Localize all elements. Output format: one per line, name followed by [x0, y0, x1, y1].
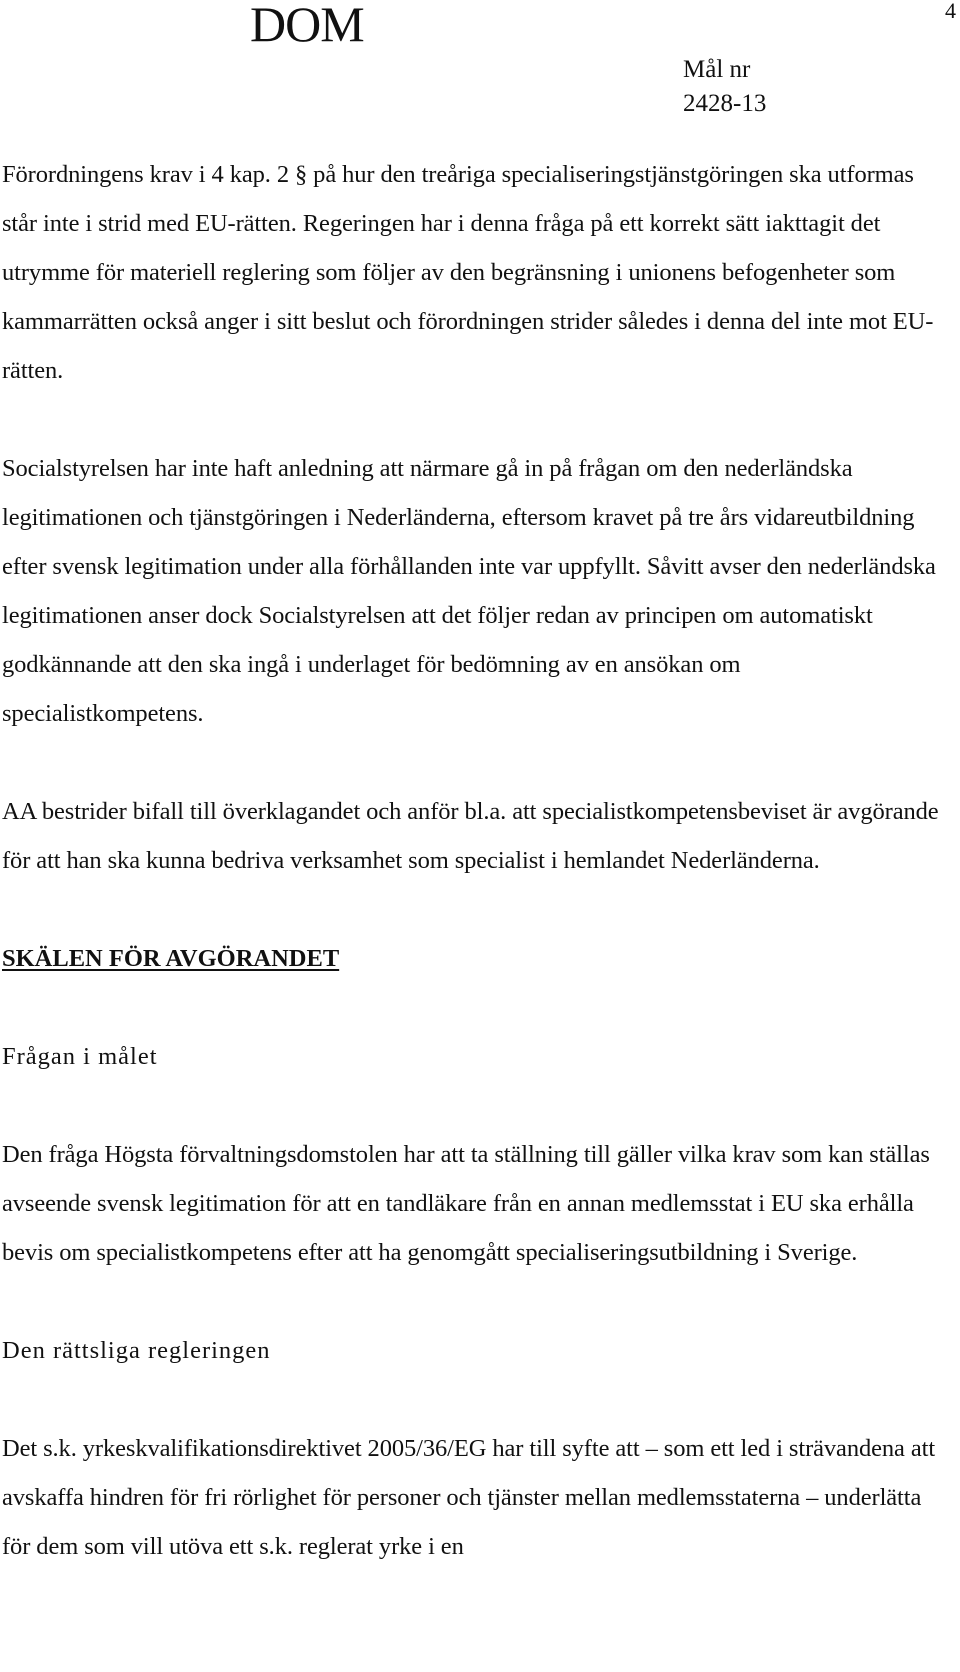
paragraph-spacer [2, 1081, 942, 1130]
subheading-question: Frågan i målet [2, 1043, 158, 1070]
paragraph-spacer [2, 1375, 942, 1424]
paragraph-spacer [2, 1277, 942, 1326]
paragraph-socialstyrelsen-position: Socialstyrelsen har inte haft anledning att närmare gå in på frågan om den nederländska legitimationen och tjänstgöringen i Nederländerna, eftersom kravet på tre års vidareutbildning efter svensk legitimation under alla förhållanden inte var uppfyllt. Såvitt avser den nederländska legitimationen anser dock Socialstyrelsen att det följer redan av principen om automatiskt godkännande att den ska ingå i underlaget för bedömning av en ansökan om specialistkompetens. [2, 455, 936, 727]
case-number-label: Mål nr [683, 56, 751, 83]
paragraph-eu-law-conclusion: Förordningens krav i 4 kap. 2 § på hur den treåriga specialiseringstjänstgöringen ska utformas står inte i strid med EU-rätten. Regeringen har i denna fråga på ett korrekt sätt iakttagit det utrymme för materiell reglering som följer av den begränsning i unionens befogenheter som kammarrätten också anger i sitt beslut och förordningen strider således i denna del inte mot EU-rätten. [2, 161, 934, 384]
paragraph-spacer [2, 738, 942, 787]
document-type-title: DOM [250, 0, 364, 52]
page-header [0, 0, 960, 130]
paragraph-directive: Det s.k. yrkeskvalifikationsdirektivet 2005/36/EG har till syfte att – som ett led i strävandena att avskaffa hindren för fri rörlighet för personer och tjänster mellan medlemsstaterna – underlätta för dem som vill utöva ett s.k. reglerat yrke i en [2, 1435, 936, 1560]
document-body [2, 150, 942, 1571]
paragraph-spacer [2, 983, 942, 1032]
case-number: 2428-13 [683, 90, 767, 117]
paragraph-spacer [2, 885, 942, 934]
paragraph-spacer [2, 395, 942, 444]
paragraph-aa-response: AA bestrider bifall till överklagandet och anför bl.a. att specialistkompetensbeviset är avgörande för att han ska kunna bedriva verksamhet som specialist i hemlandet Nederländerna. [2, 798, 939, 874]
page-number: 4 [945, 0, 956, 23]
section-heading: SKÄLEN FÖR AVGÖRANDET [2, 945, 340, 972]
paragraph-question: Den fråga Högsta förvaltningsdomstolen har att ta ställning till gäller vilka krav som kan ställas avseende svensk legitimation för att en tandläkare från en annan medlemsstat i EU ska erhålla bevis om specialistkompetens efter att ha genomgått specialiseringsutbildning i Sverige. [2, 1141, 930, 1266]
subheading-legal-framework: Den rättsliga regleringen [2, 1337, 271, 1364]
